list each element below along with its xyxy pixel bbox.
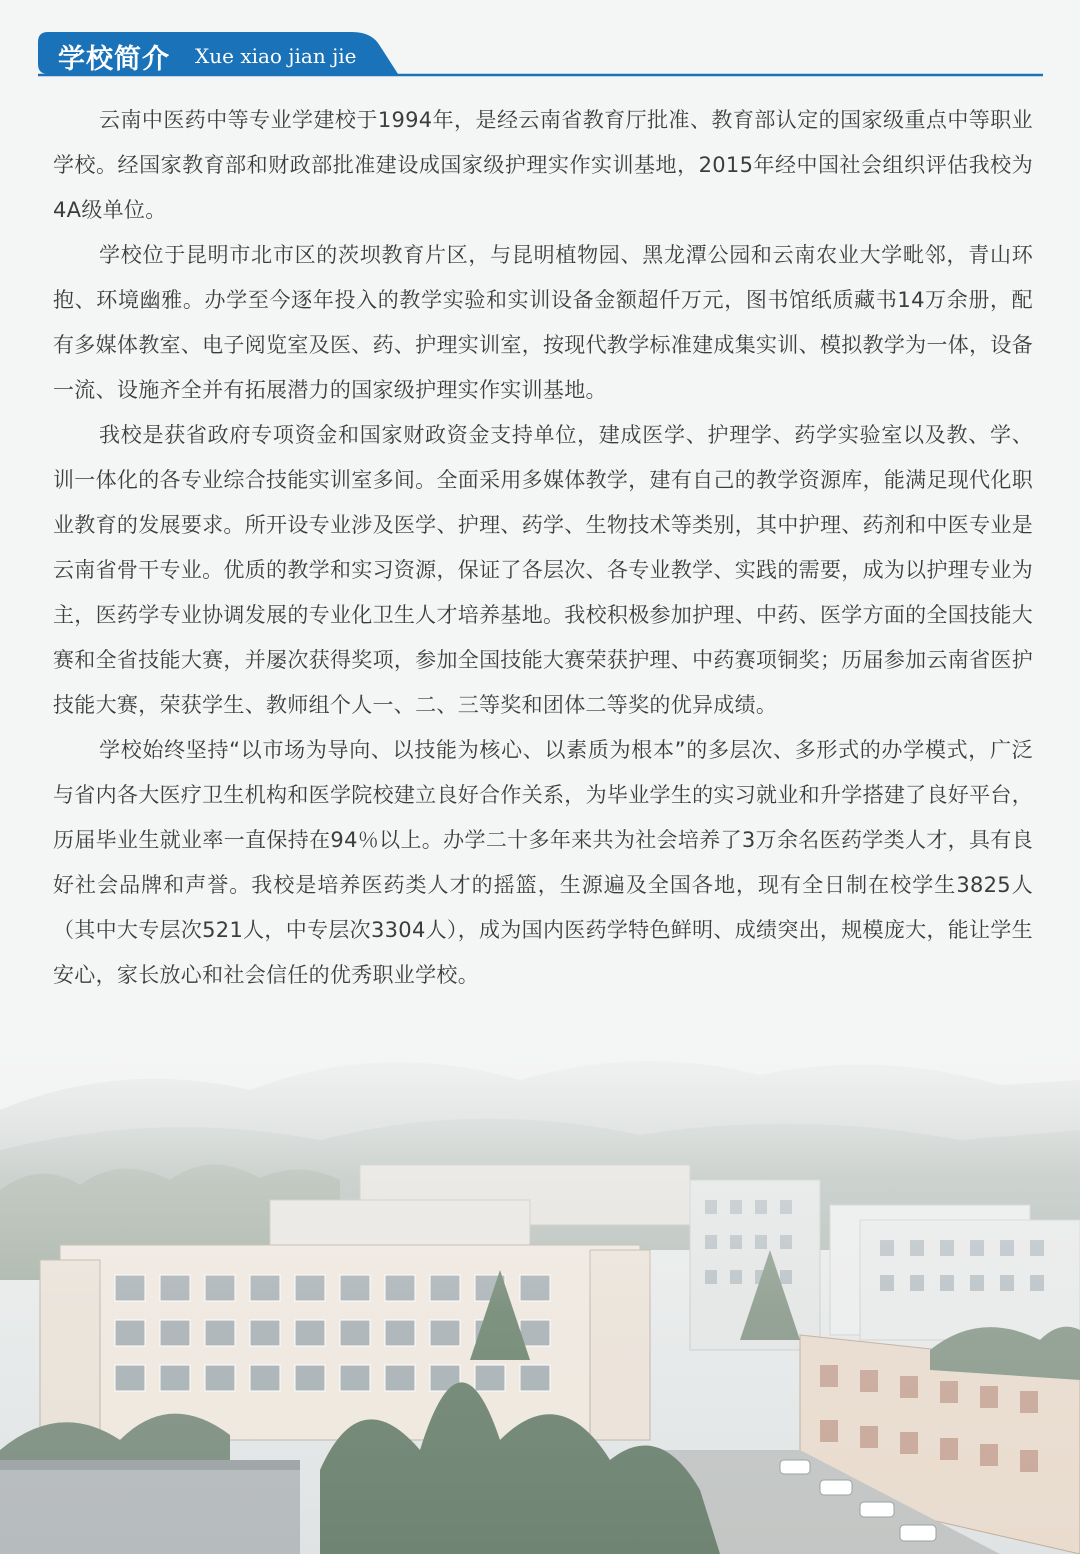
paragraph-facilities: 我校是获省政府专项资金和国家财政资金支持单位，建成医学、护理学、药学实验室以及教、学、训一体化的各专业综合技能实训室多间。全面采用多媒体教学，建有自己的教学资源库，能满足现代化职业教育的发展要求。所开设专业涉及医学、护理、药学、生物技术等类别，其中护理、药剂和中医专业是云南省骨干专业。优质的教学和实习资源，保证了各层次、各专业教学、实践的需要，成为以护理专业为主，医药学专业协调发展的专业化卫生人才培养基地。我校积极参加护理、中药、医学方面的全国技能大赛和全省技能大赛，并屡次获得奖项，参加全国技能大赛荣获护理、中药赛项铜奖；历届参加云南省医护技能大赛，荣获学生、教师组个人一、二、三等奖和团体二等奖的优异成绩。	[53, 423, 1033, 717]
paragraph-mission: 学校始终坚持“以市场为导向、以技能为核心、以素质为根本”的多层次、多形式的办学模式，广泛与省内各大医疗卫生机构和医学院校建立良好合作关系，为毕业学生的实习就业和升学搭建了良好平台，历届毕业生就业率一直保持在94％以上。办学二十多年来共为社会培养了3万余名医药学类人才，具有良好社会品牌和声誉。我校是培养医药类人才的摇篮，生源遍及全国各地，现有全日制在校学生3825人（其中大专层次521人，中专层次3304人），成为国内医药学特色鲜明、成绩突出，规模庞大，能让学生安心，家长放心和社会信任的优秀职业学校。	[53, 738, 1033, 987]
page-subtitle: Xue xiao jian jie	[195, 44, 357, 68]
paragraph-location: 学校位于昆明市北市区的茨坝教育片区，与昆明植物园、黑龙潭公园和云南农业大学毗邻，青山环抱、环境幽雅。办学至今逐年投入的教学实验和实训设备金额超仟万元，图书馆纸质藏书14万余册，配有多媒体教室、电子阅览室及医、药、护理实训室，按现代教学标准建成集实训、模拟教学为一体，设备一流、设施齐全并有拓展潜力的国家级护理实作实训基地。	[53, 243, 1033, 402]
section-header	[0, 0, 1080, 90]
paragraph-history: 云南中医药中等专业学建校于1994年，是经云南省教育厅批准、教育部认定的国家级重点中等职业学校。经国家教育部和财政部批准建设成国家级护理实作实训基地，2015年经中国社会组织评估我校为4A级单位。	[53, 108, 1033, 222]
campus-photo	[0, 1020, 1080, 1554]
page-title: 学校简介	[58, 44, 170, 75]
photo-fade-overlay	[0, 1020, 1080, 1554]
intro-text	[53, 98, 1033, 998]
